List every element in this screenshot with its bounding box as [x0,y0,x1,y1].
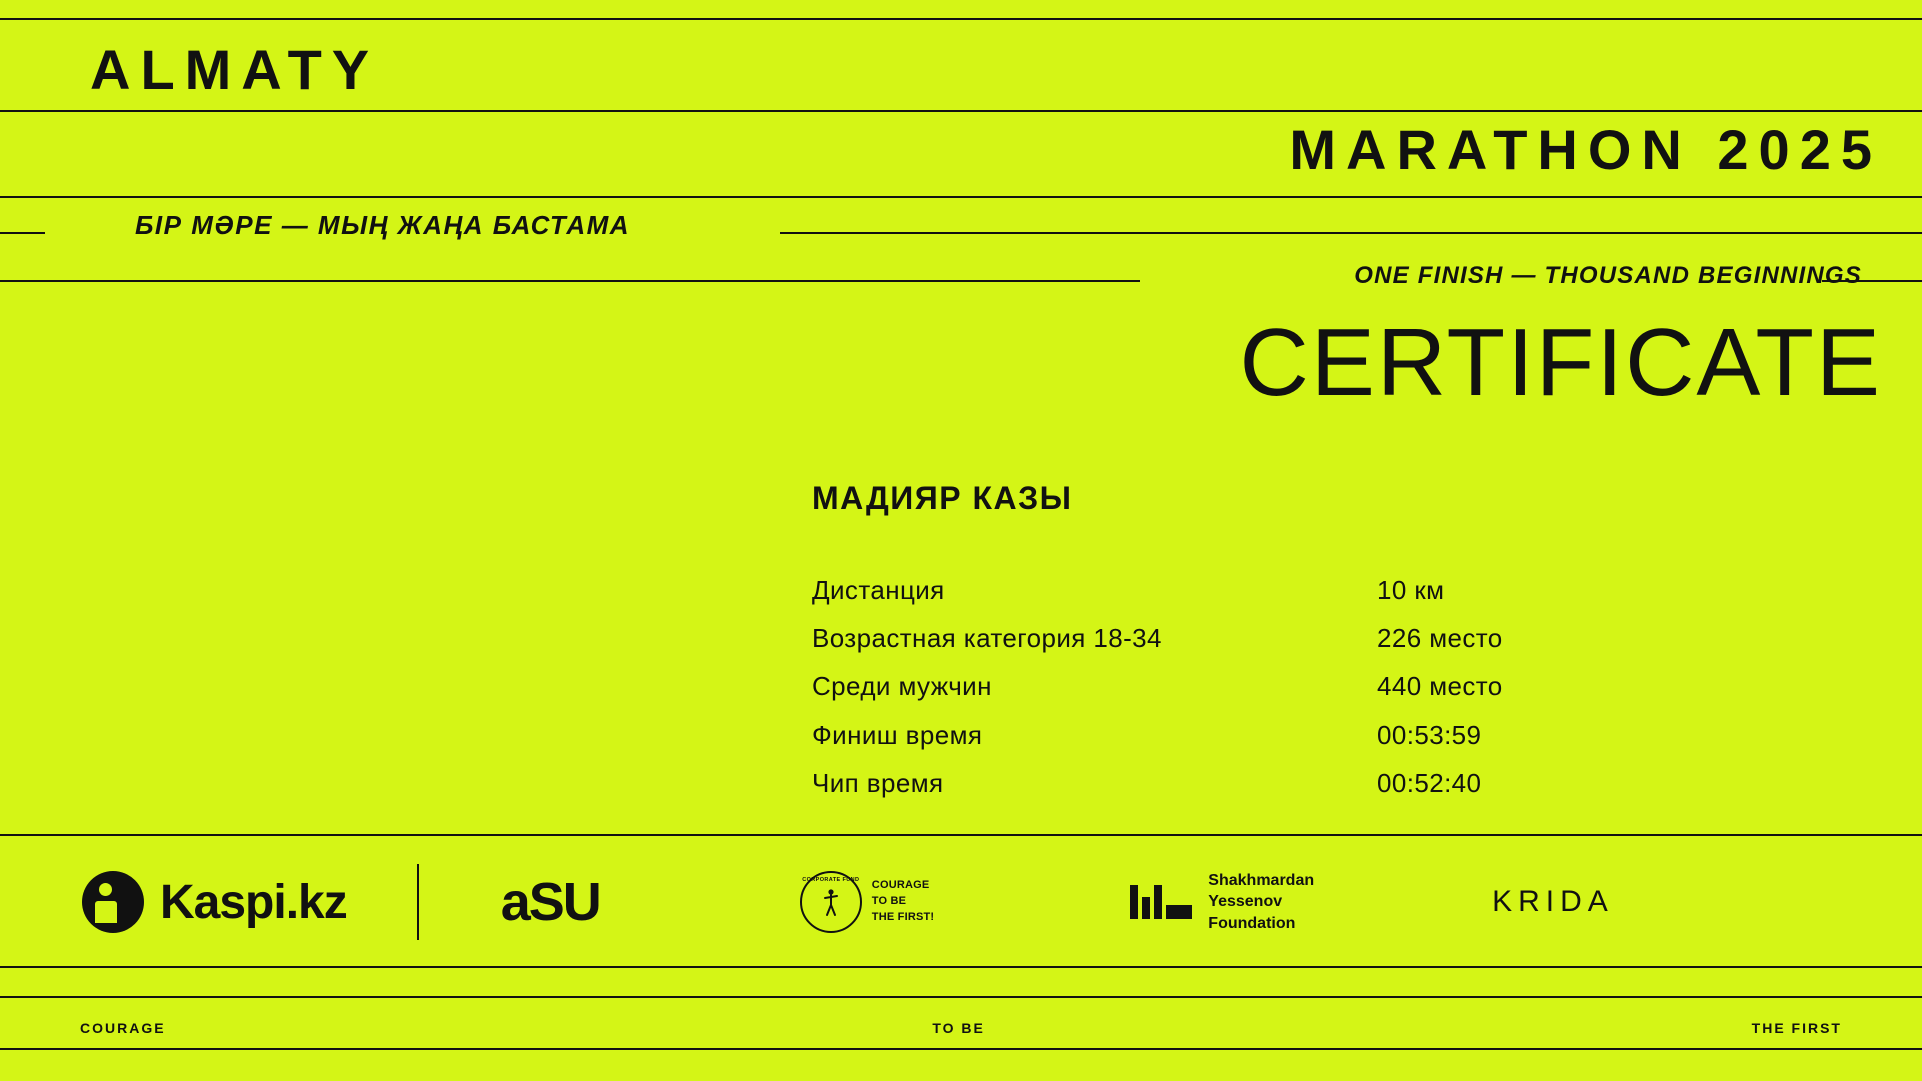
result-label: Финиш время [812,719,983,750]
result-value: 226 место [1377,623,1503,654]
courage-fund-icon [800,871,862,933]
rule-top-1 [0,18,1922,20]
sponsor-divider [417,864,419,940]
result-label: Чип время [812,767,944,798]
table-row [812,671,1682,702]
sponsor-krida [1492,885,1614,919]
yessenov-logo-icon [1130,885,1196,919]
rule-footer-top [0,996,1922,998]
courage-fund-text [872,878,935,926]
sponsor-yessenov-foundation [1130,870,1314,935]
result-value: 00:52:40 [1377,767,1482,798]
rule-footer-bottom [0,1048,1922,1050]
tagline-english: ONE FINISH — THOUSAND BEGINNINGS [1354,262,1862,289]
courage-line-2: TO BE [871,895,907,908]
footer-right: THE FIRST [1751,1020,1842,1036]
yessenov-line-1: Shakhmardan [1208,871,1315,889]
sponsor-kaspi [82,871,347,933]
rule-top-3 [0,196,1922,198]
sponsor-asu-label: aSU [500,872,600,932]
footer-bar [0,1020,1922,1036]
page-title: CERTIFICATE [1239,309,1882,416]
result-value: 00:53:59 [1377,719,1482,750]
runner-icon [823,889,839,917]
rule-eng-left [0,280,1140,282]
courage-line-1: COURAGE [871,879,930,892]
sponsor-kaspi-label: Kaspi.kz [160,875,347,929]
result-label: Возрастная категория 18-34 [812,623,1162,654]
table-row [812,623,1682,654]
courage-line-3: THE FIRST! [871,910,935,923]
rule-tagline-left-stub [0,232,45,234]
result-label: Дистанция [812,575,945,605]
table-row [812,768,1682,799]
courage-ring-label: CORPORATE FUND [802,877,860,883]
tagline-kazakh: БІР МӘРЕ — МЫҢ ЖАҢА БАСТАМА [135,210,631,240]
result-label: Среди мужчин [812,671,992,702]
table-row [812,720,1682,751]
kaspi-logo-icon [82,871,144,933]
event-title: MARATHON 2025 [1289,118,1882,181]
footer-left: COURAGE [80,1020,166,1036]
rule-top-2 [0,110,1922,112]
footer-center: TO BE [932,1020,985,1036]
yessenov-line-3: Foundation [1208,914,1296,932]
rule-tagline-right [780,232,1922,234]
sponsor-bar [0,838,1922,966]
city-title: ALMATY [90,38,380,101]
participant-name: МАДИЯР КАЗЫ [812,480,1073,516]
table-row [812,575,1682,606]
rule-sponsors-bottom [0,966,1922,968]
yessenov-text [1208,870,1314,935]
sponsor-asu [501,871,600,933]
yessenov-line-2: Yessenov [1208,893,1283,911]
rule-sponsors-top [0,834,1922,836]
results-table [812,575,1682,816]
sponsor-courage-fund [800,871,935,933]
result-value: 10 км [1377,575,1445,605]
sponsor-krida-label: KRIDA [1492,885,1614,918]
result-value: 440 место [1377,671,1503,702]
